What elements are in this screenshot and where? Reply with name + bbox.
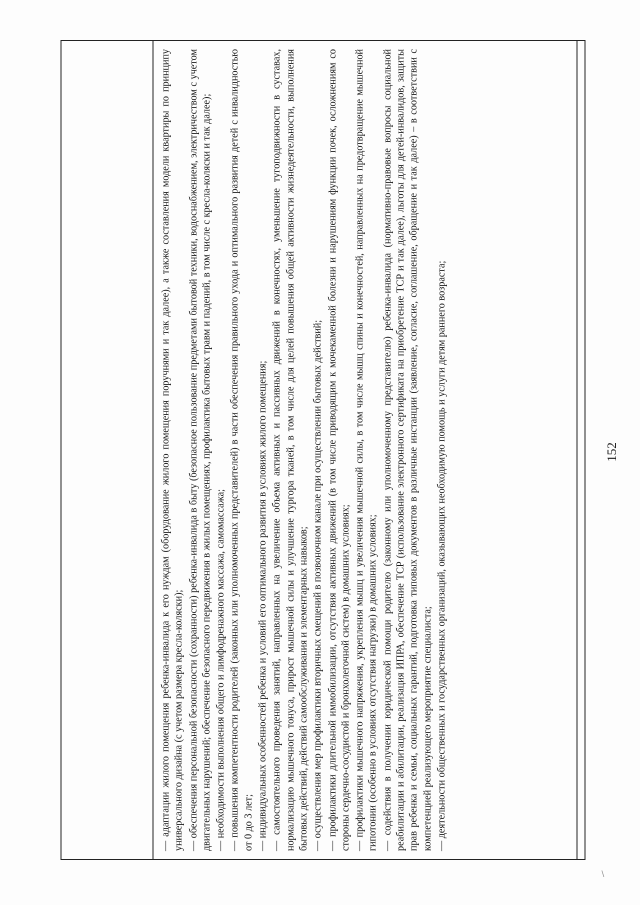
list-item: — обеспечения персональной безопасности (сохранности) ребенка-инвалида в быту (безопасное пользование предметами бытовой техники, водоснабжением, электричеством с учетом двигательных нарушений; обеспечение безопасного передвижения в жилых помещениях, профилактика бытовых травм и падений, в том числе с кресла-коляски и так далее); — [187, 49, 212, 851]
list-item: — повышения компетентности родителей (законных или уполномоченных представителей) в части обеспечения правильного ухода и оптимального развития детей с инвалидностью от 0 до 3 лет; — [229, 49, 254, 851]
list-item: — содействия в получении юридической помощи родителю (законному или уполномоченному представителю) ребенка-инвалида (нормативно-правовые вопросы социальной реабилитации и абилитации, реализация ИПРА, обеспечение ТСР (использование электронного сертификата на приобретение ТСР и так далее), льготы для детей-инвалидов, защиты прав ребенка и семьи, социальных гарантий, подготовка типовых документов в различные инстанции (заявление, согласие, соглашение, обращение и так далее) – в соответствии с компетенцией реализующего мероприятие специалиста; — [381, 49, 433, 851]
scan-speck-icon: ∖ — [600, 870, 606, 879]
list-item: — необходимости выполнения общего и лимфодренажного массажа, самомассажа; — [215, 488, 227, 851]
list-item: — деятельности общественных и государственных организаций, оказывающих необходимую помощь и услуги детям раннего возраста; — [435, 260, 447, 851]
page-number: 152 — [604, 442, 619, 462]
list-item: — профилактики мышечного напряжения, укрепления мышц и увеличения мышечной силы, в том числе мышц спины и конечностей, направленных на предотвращение мышечной гипотонии (особенно в условиях отсутствия нагрузки) в домашних условиях; — [354, 49, 379, 851]
list-item: — профилактики длительной иммобилизации, отсутствия активных движений (в том числе приводящим к мочекаменной болезни и нарушениям функции почек, осложнениям со стороны сердечно-сосудистой и бронхолегочной систем) в домашних условиях; — [326, 49, 351, 851]
list-item: — осуществления мер профилактики вторичных смещений в позвоночном канале при осуществлении бытовых действий; — [312, 319, 324, 851]
rotated-content — [60, 40, 585, 860]
table-wrapper — [60, 40, 585, 860]
document-table — [60, 40, 585, 860]
table-cell-content — [153, 41, 576, 859]
table-cell-empty-top — [61, 41, 153, 859]
list-item: — индивидуальных особенностей ребенка и условий его оптимального развития в условиях жилого помещения; — [257, 360, 269, 851]
table-cell-empty-bottom — [576, 41, 584, 859]
list-item: — адаптации жилого помещения ребенка-инвалида к его нуждам (оборудование жилого помещения поручнями и так далее), а также составления модели квартиры по принципу универсального дизайна (с учетом размера кресла-коляски); — [160, 49, 185, 851]
list-item: — самостоятельного проведения занятий, направленных на увеличение объема активных и пассивных движений в конечностях, уменьшение тугоподвижности в суставах, нормализацию мышечного тонуса, прирост мышечной силы и улучшение тургора тканей, в том числе для целей повышения общей активности жизнедеятельности, выполнения бытовых действий, действий самообслуживания и элементарных навыков; — [271, 49, 309, 851]
